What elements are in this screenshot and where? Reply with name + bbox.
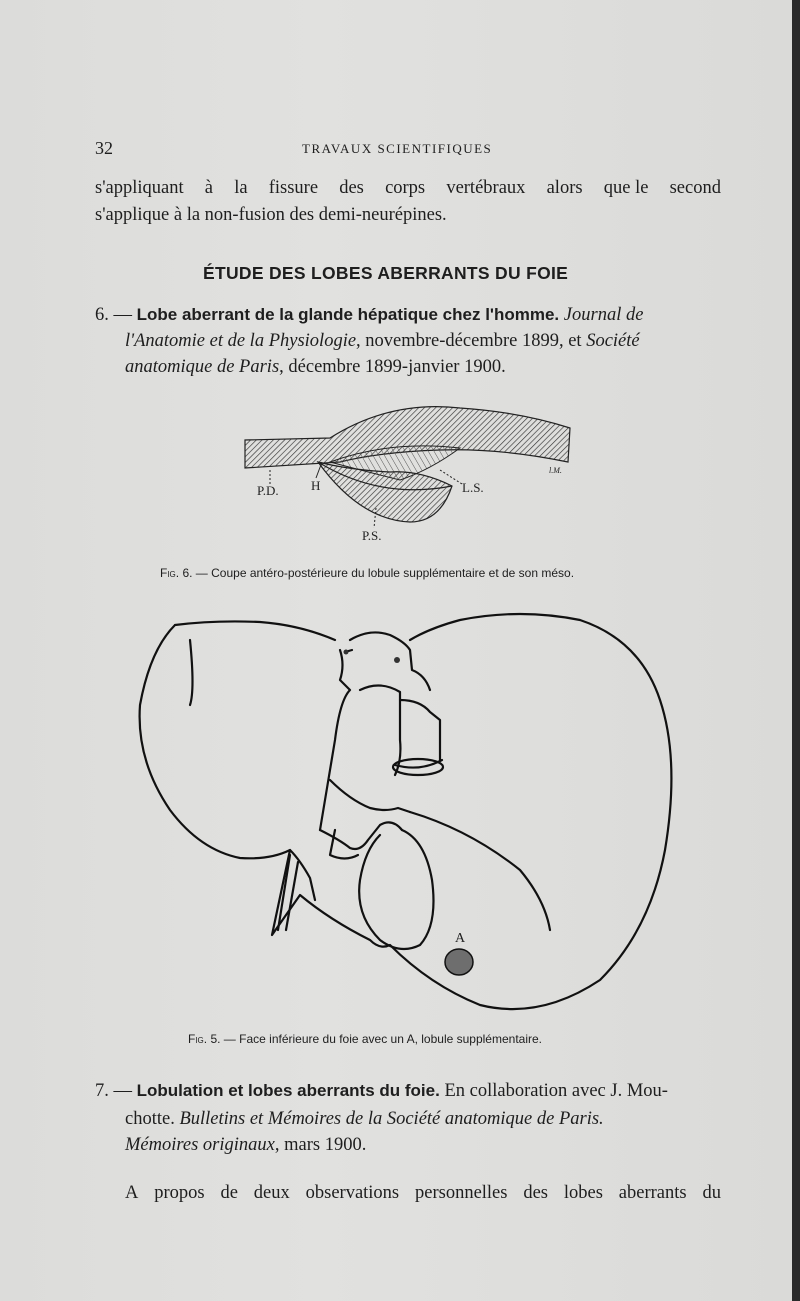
word: du — [702, 1183, 721, 1203]
item-number: 6. — — [95, 305, 132, 325]
word: personnelles — [415, 1183, 508, 1203]
word: la — [234, 178, 248, 198]
journal-name: Journal de — [563, 305, 644, 325]
item7-line-2 — [125, 1109, 604, 1130]
label-pd: P.D. — [257, 483, 279, 498]
word: fissure — [268, 178, 319, 198]
figure-5-caption — [188, 1032, 542, 1046]
word: corps — [385, 178, 426, 198]
label-a: A — [455, 931, 466, 946]
scan-edge — [792, 0, 800, 1301]
word: lobes — [563, 1183, 603, 1203]
item7-line-1 — [95, 1081, 668, 1102]
word: aberrants — [618, 1183, 687, 1203]
page-number: 32 — [95, 138, 113, 158]
word: A — [125, 1183, 139, 1203]
word: que le — [603, 178, 649, 198]
word: deux — [253, 1183, 290, 1203]
item7-line-3 — [125, 1135, 366, 1156]
last-line — [125, 1183, 721, 1204]
section-heading: ÉTUDE DES LOBES ABERRANTS DU FOIE — [203, 263, 569, 283]
date-text: , novembre-décembre 1899, et — [356, 331, 582, 351]
caption-prefix: Fig. 5. — — [188, 1032, 236, 1046]
item-title: Lobulation et lobes aberrants du foie. — [136, 1081, 440, 1100]
item-title: Lobe aberrant de la glande hépatique chez l'homme. — [136, 305, 560, 324]
word: s'appliquant — [95, 178, 184, 198]
word: à — [204, 178, 214, 198]
caption-prefix: Fig. 6. — — [160, 566, 208, 580]
society-name: Société — [586, 331, 640, 351]
collaboration-text: En collaboration avec J. Mou- — [444, 1081, 668, 1101]
word: second — [669, 178, 721, 198]
society-name: anatomique de Paris — [125, 357, 280, 377]
date-text: , mars 1900. — [274, 1135, 367, 1155]
label-h: H — [311, 478, 321, 493]
intro-line-2: s'applique à la non-fusion des demi-neurépines. — [95, 205, 447, 225]
word: des — [523, 1183, 549, 1203]
collaborator-suffix: chotte. — [125, 1109, 175, 1129]
running-head: TRAVAUX SCIENTIFIQUES — [302, 141, 493, 156]
word: propos — [154, 1183, 205, 1203]
label-ls: L.S. — [462, 480, 484, 495]
word: de — [220, 1183, 238, 1203]
caption-text: Face inférieure du foie avec un A, lobule supplémentaire. — [239, 1032, 542, 1046]
date-text: , décembre 1899-janvier 1900. — [279, 357, 506, 377]
bulletin-name: Bulletins et Mémoires de la Société anatomique de Paris. — [179, 1109, 604, 1129]
word: vertébraux — [446, 178, 526, 198]
word: des — [339, 178, 364, 198]
word: observations — [305, 1183, 400, 1203]
word: alors — [546, 178, 583, 198]
supplementary-lobule-a — [445, 949, 473, 975]
item-number: 7. — — [95, 1081, 132, 1101]
memoires-name: Mémoires originaux — [125, 1135, 275, 1155]
label-ps: P.S. — [362, 528, 382, 543]
caption-text: Coupe antéro-postérieure du lobule supplémentaire et de son méso. — [211, 566, 575, 580]
engraver-signature: l.M. — [549, 466, 562, 475]
journal-name: l'Anatomie et de la Physiologie — [125, 331, 357, 351]
